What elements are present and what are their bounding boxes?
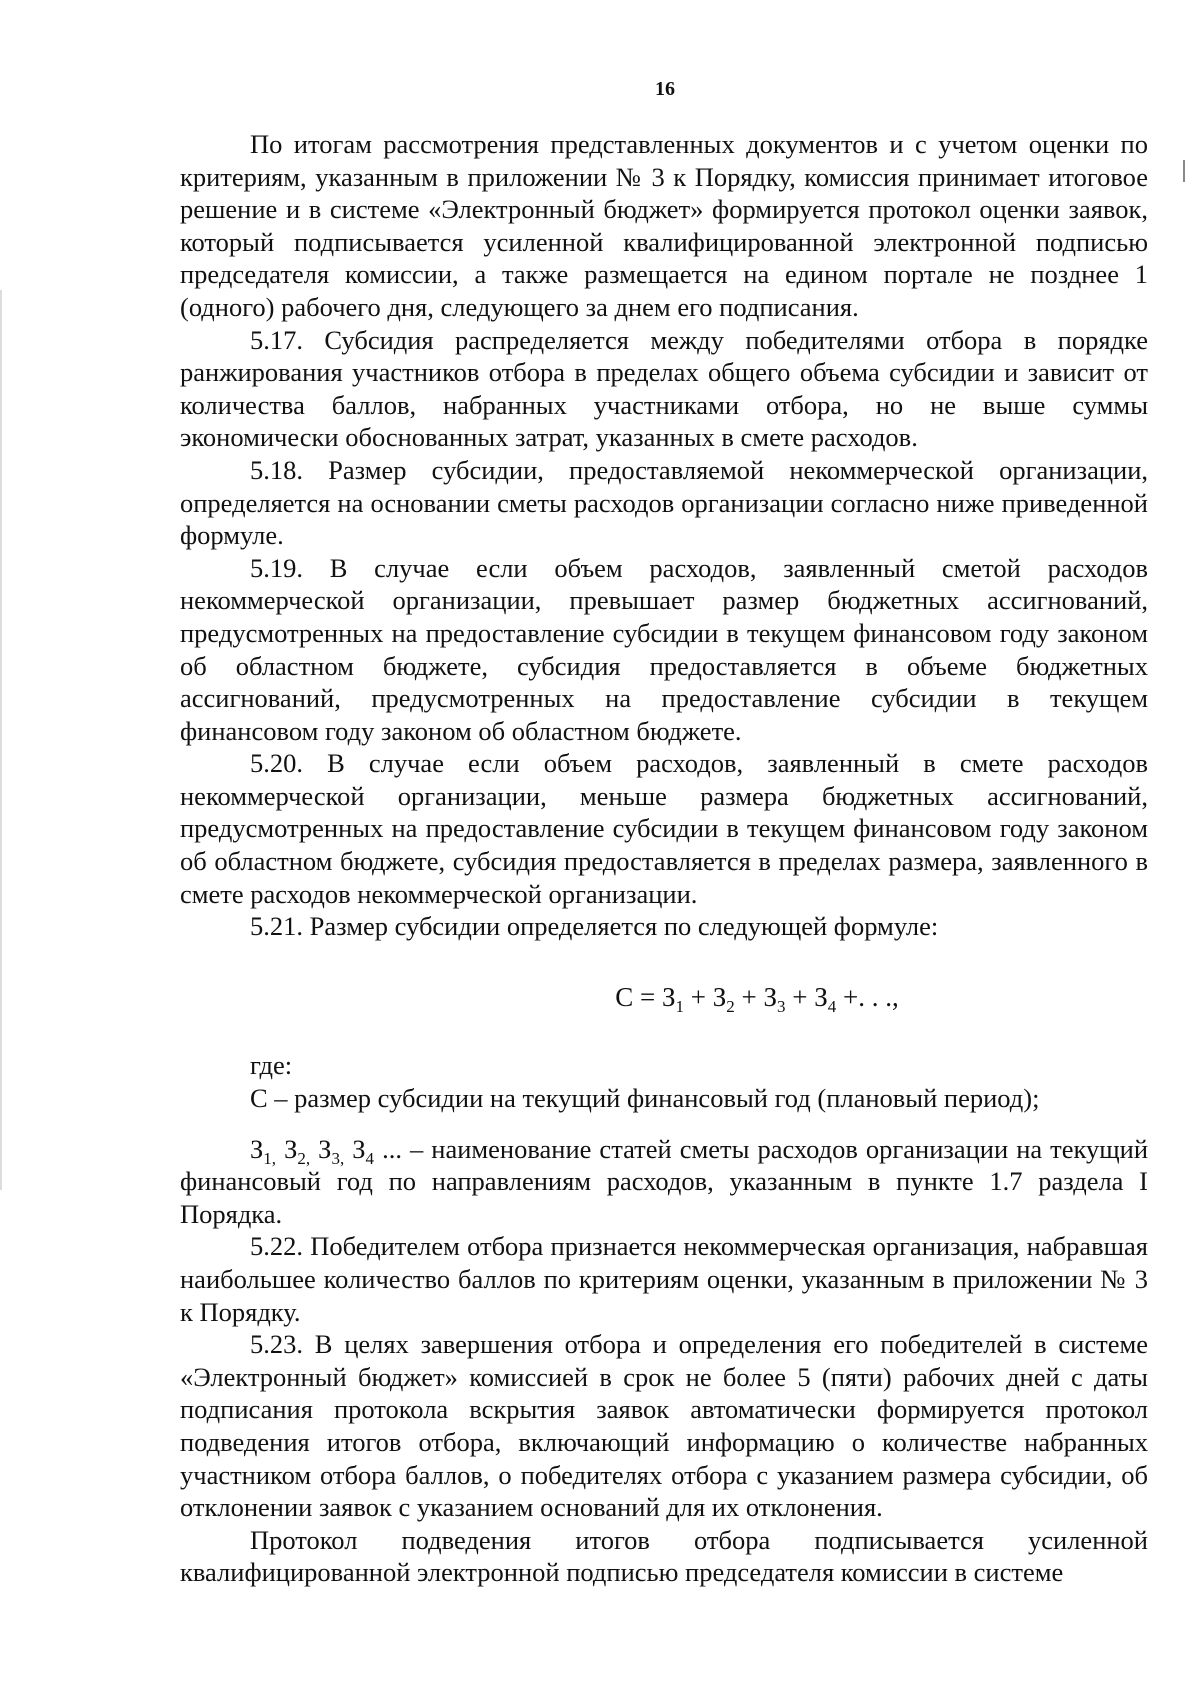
paragraph-intro: По итогам рассмотрения представленных документов и с учетом оценки по критериям, указанным в приложении № 3 к Порядку, комиссия принимает итоговое решение и в системе «Электронный бюджет» формируется протокол оценки заявок, который подписывается усиленной квалифицированной электронной подписью председателя комиссии, а также размещается на едином портале не позднее 1 (одного) рабочего дня, следующего за днем его подписания. — [180, 129, 1148, 322]
paragraph-c-definition: С – размер субсидии на текущий финансовый год (плановый период); — [250, 1083, 1040, 1114]
var-subscript: 3, — [331, 1148, 345, 1168]
formula-lhs: С = — [615, 981, 662, 1012]
formula-subscript: 2 — [726, 996, 735, 1016]
paragraph-5-18: 5.18. Размер субсидии, предоставляемой некоммерческой организации, определяется на основании сметы расходов организации согласно ниже приведенной формуле. — [180, 454, 1148, 551]
paragraph-5-21: 5.21. Размер субсидии определяется по следующей формуле: — [250, 911, 939, 942]
formula-operator: + — [785, 981, 815, 1012]
scan-edge-mark — [0, 290, 2, 1190]
var-term: З — [284, 1133, 298, 1164]
document-body — [180, 128, 1148, 1589]
paragraph-5-22: 5.22. Победителем отбора признается некоммерческая организация, набравшая наибольшее количество баллов по критериям оценки, указанным в приложении № 3 к Порядку. — [180, 1231, 1148, 1327]
var-term: З — [318, 1133, 332, 1164]
formula-operator: + — [734, 981, 764, 1012]
page-number: 16 — [655, 78, 675, 100]
paragraph-5-19: 5.19. В случае если объем расходов, заявленный сметой расходов некоммерческой организации, превышает размер бюджетных ассигнований, предусмотренных на предоставление субсидии в текущем финансовом году законом об областном бюджете, субсидия предоставляется в объеме бюджетных ассигнований, предусмотренных на предоставление субсидии в текущем финансовом году законом об областном бюджете. — [180, 552, 1148, 746]
formula-subscript: 3 — [777, 996, 786, 1016]
formula-tail: +. . ., — [836, 981, 899, 1012]
formula-term: З — [814, 981, 828, 1012]
formula-subscript: 4 — [827, 996, 837, 1016]
paragraph-protocol: Протокол подведения итогов отбора подписывается усиленной квалифицированной электронной подписью председателя комиссии в системе — [180, 1524, 1148, 1588]
paragraph-z-definition — [180, 1133, 1148, 1231]
paragraph-5-20: 5.20. В случае если объем расходов, заявленный в смете расходов некоммерческой организации, меньше размера бюджетных ассигнований, предусмотренных на предоставление субсидии в текущем финансовом году законом об областном бюджете, субсидия предоставляется в пределах размера, заявленного в смете расходов некоммерческой организации. — [180, 748, 1148, 909]
var-term: З — [352, 1133, 366, 1164]
paragraph-5-17: 5.17. Субсидия распределяется между победителями отбора в порядке ранжирования участников отбора в пределах общего объема субсидии и зависит от количества баллов, набранных участниками отбора, но не выше суммы экономически обоснованных затрат, указанных в смете расходов. — [180, 324, 1148, 453]
var-subscript: 1, — [263, 1148, 277, 1168]
formula-term: З — [661, 981, 676, 1012]
spacer — [180, 1115, 1148, 1133]
formula-subscript: 1 — [675, 996, 684, 1016]
subsidy-formula — [180, 981, 1148, 1014]
var-term: З — [250, 1133, 264, 1164]
paragraph-5-23: 5.23. В целях завершения отбора и определения его победителей в системе «Электронный бюджет» комиссией в срок не более 5 (пяти) рабочих дней с даты подписания протокола вскрытия заявок автоматически формируется протокол подведения итогов отбора, включающий информацию о количестве набранных участником отбора баллов, о победителях отбора с указанием размера субсидии, об отклонении заявок с указанием оснований для их отклонения. — [180, 1329, 1148, 1523]
var-definition-text: ... – наименование статей сметы расходов организации на текущий финансовый год по направлениям расходов, указанным в пункте 1.7 раздела I Порядка. — [180, 1133, 1149, 1229]
scan-edge-mark — [1183, 160, 1185, 182]
formula-term: З — [763, 981, 778, 1012]
var-subscript: 2, — [297, 1148, 311, 1168]
formula-term: З — [712, 981, 727, 1012]
formula-operator: + — [684, 981, 713, 1012]
paragraph-where: где: — [250, 1050, 293, 1081]
var-subscript: 4 — [365, 1148, 375, 1168]
